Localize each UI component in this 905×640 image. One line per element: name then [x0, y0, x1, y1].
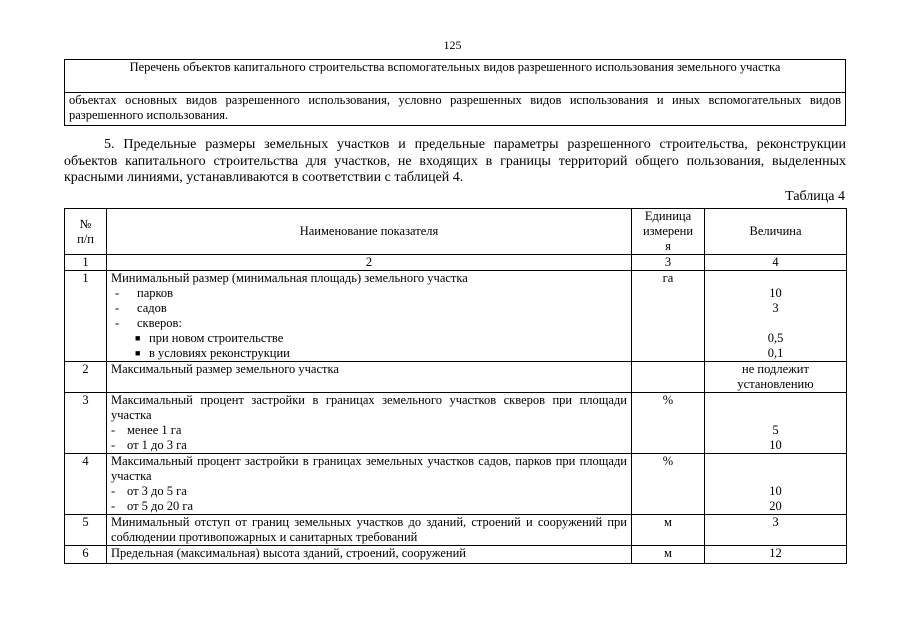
row-name — [107, 271, 632, 362]
row-values: не подлежит установлению — [705, 362, 847, 393]
row-title: Минимальный размер (минимальная площадь) земельного участка — [111, 271, 468, 285]
row-title: Максимальный процент застройки в границах земельного участков скверов при площади участка — [111, 393, 627, 422]
row-value: 3 — [705, 515, 847, 546]
row-unit: га — [632, 271, 705, 362]
header-num: № п/п — [65, 209, 107, 255]
list-item: - менее 1 га — [111, 423, 182, 437]
list-item: ■ в условиях реконструкции — [135, 346, 290, 360]
table-header-row — [65, 209, 847, 255]
row-number: 5 — [65, 515, 107, 546]
row-unit: м — [632, 515, 705, 546]
list-item: - от 5 до 20 га — [111, 499, 194, 513]
row-values: 10 20 — [705, 454, 847, 515]
row-values: 5 10 — [705, 393, 847, 454]
table-row — [65, 362, 847, 393]
list-item: - садов — [115, 301, 167, 315]
header-value: Величина — [705, 209, 847, 255]
table-row — [65, 546, 847, 564]
page-number: 125 — [443, 38, 462, 52]
list-item: - скверов: — [115, 316, 182, 330]
table-row — [65, 515, 847, 546]
row-number: 1 — [65, 271, 107, 362]
row-title: Максимальный размер земельного участка — [107, 362, 632, 393]
column-numbers-row — [65, 255, 847, 271]
row-unit: % — [632, 393, 705, 454]
table-4 — [64, 208, 847, 564]
header-name: Наименование показателя — [107, 209, 632, 255]
column-number: 3 — [632, 255, 705, 271]
paragraph-5: 5. Предельные размеры земельных участков и предельные параметры разрешенного строительства, реконструкции объектов капитального строительства для участков, не входящих в границы территорий общего пользования, выделенных красными линиями, устанавливаются в соответствии с таблицей 4. — [64, 137, 846, 185]
row-number: 6 — [65, 546, 107, 564]
row-number: 2 — [65, 362, 107, 393]
header-table — [64, 59, 846, 126]
row-values: 10 3 0,5 0,1 — [705, 271, 847, 362]
row-name — [107, 454, 632, 515]
row-number: 3 — [65, 393, 107, 454]
column-number: 4 — [705, 255, 847, 271]
row-title: Минимальный отступ от границ земельных участков до зданий, строений и сооружений при соблюдении противопожарных и санитарных требований — [107, 515, 632, 546]
table-caption: Таблица 4 — [785, 189, 845, 204]
row-unit: м — [632, 546, 705, 564]
list-item: - от 1 до 3 га — [111, 438, 187, 452]
row-number: 4 — [65, 454, 107, 515]
column-number: 2 — [107, 255, 632, 271]
row-value: 12 — [705, 546, 847, 564]
row-title: Максимальный процент застройки в границах земельных участков садов, парков при площади участка — [111, 454, 627, 483]
row-unit — [632, 362, 705, 393]
row-name — [107, 393, 632, 454]
list-item: ■ при новом строительстве — [135, 331, 284, 345]
row-unit: % — [632, 454, 705, 515]
header-unit: Единица измерени я — [632, 209, 705, 255]
column-number: 1 — [65, 255, 107, 271]
table-row — [65, 271, 847, 362]
row-title: Предельная (максимальная) высота зданий, строений, сооружений — [107, 546, 632, 564]
table-row — [65, 393, 847, 454]
header-table-continuation: объектах основных видов разрешенного использования, условно разрешенных видов использования и иных вспомогательных видов разрешенного использования. — [65, 93, 846, 126]
list-item: - от 3 до 5 га — [111, 484, 187, 498]
table-row — [65, 454, 847, 515]
header-table-title: Перечень объектов капитального строительства вспомогательных видов разрешенного использования земельного участка — [65, 60, 846, 93]
list-item: - парков — [115, 286, 174, 300]
